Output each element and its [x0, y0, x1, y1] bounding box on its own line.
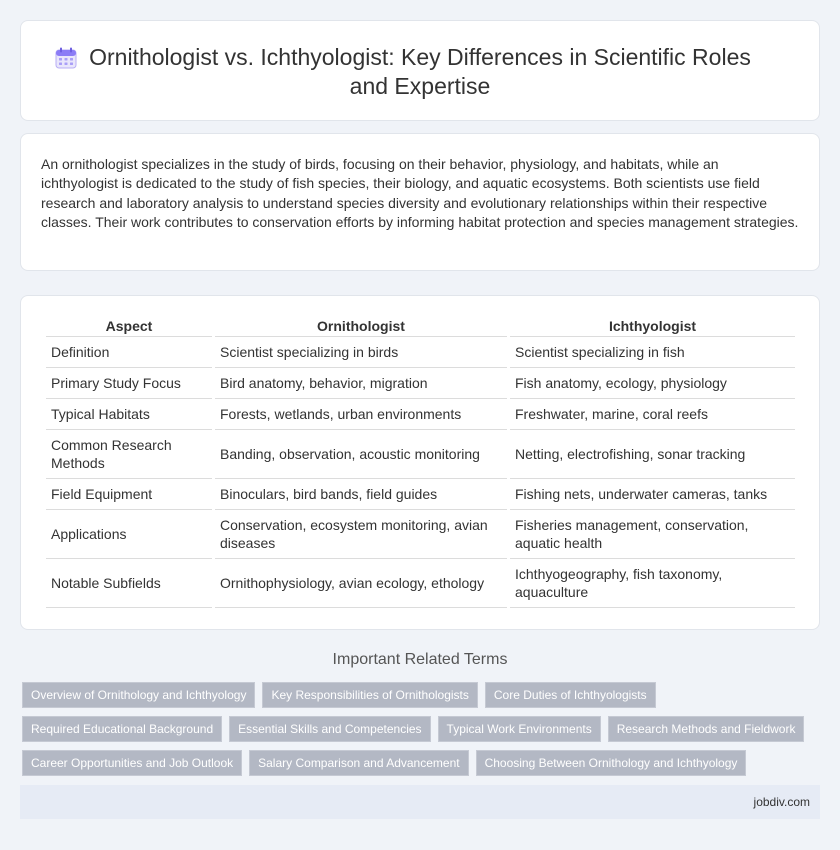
table-cell-ichthyologist: Fish anatomy, ecology, physiology [510, 368, 795, 399]
comparison-table [43, 314, 798, 608]
table-cell-aspect: Primary Study Focus [46, 368, 212, 399]
table-cell-aspect: Notable Subfields [46, 559, 212, 608]
table-cell-ichthyologist: Fishing nets, underwater cameras, tanks [510, 479, 795, 510]
table-cell-ornithologist: Binoculars, bird bands, field guides [215, 479, 507, 510]
table-cell-ornithologist: Bird anatomy, behavior, migration [215, 368, 507, 399]
page-title: Ornithologist vs. Ichthyologist: Key Differences in Scientific Roles and Expertise [89, 44, 751, 99]
table-cell-ornithologist: Forests, wetlands, urban environments [215, 399, 507, 430]
table-cell-ichthyologist: Fisheries management, conservation, aquatic health [510, 510, 795, 559]
related-term-tag[interactable]: Typical Work Environments [438, 716, 601, 742]
table-header-row [46, 314, 795, 337]
table-cell-ornithologist: Ornithophysiology, avian ecology, ethology [215, 559, 507, 608]
related-term-tag[interactable]: Core Duties of Ichthyologists [485, 682, 656, 708]
table-row [46, 368, 795, 399]
related-term-tag[interactable]: Choosing Between Ornithology and Ichthyology [476, 750, 747, 776]
table-cell-aspect: Typical Habitats [46, 399, 212, 430]
table-cell-aspect: Common Research Methods [46, 430, 212, 479]
table-cell-ichthyologist: Freshwater, marine, coral reefs [510, 399, 795, 430]
comparison-table-card [20, 295, 820, 630]
table-row [46, 337, 795, 368]
header-ornithologist: Ornithologist [215, 314, 507, 337]
intro-paragraph: An ornithologist specializes in the study of birds, focusing on their behavior, physiology, and habitats, while an ichthyologist is dedicated to the study of fish species, their biology, and aquatic ecosystems. Both scientists use field research and laboratory analysis to understand species diversity and evolutionary relationships within their respective classes. Their work contributes to conservation efforts by informing habitat protection and species management strategies. [41, 156, 799, 230]
footer-site-link[interactable]: jobdiv.com [753, 795, 810, 809]
related-term-tag[interactable]: Required Educational Background [22, 716, 222, 742]
table-row [46, 479, 795, 510]
table-cell-aspect: Field Equipment [46, 479, 212, 510]
related-term-tag[interactable]: Salary Comparison and Advancement [249, 750, 468, 776]
related-term-tag[interactable]: Research Methods and Fieldwork [608, 716, 805, 742]
table-cell-ichthyologist: Scientist specializing in fish [510, 337, 795, 368]
table-row [46, 510, 795, 559]
table-row [46, 559, 795, 608]
table-cell-ichthyologist: Ichthyogeography, fish taxonomy, aquaculture [510, 559, 795, 608]
footer [20, 785, 820, 819]
table-cell-aspect: Definition [46, 337, 212, 368]
related-term-tag[interactable]: Overview of Ornithology and Ichthyology [22, 682, 255, 708]
table-row [46, 430, 795, 479]
header-card [20, 20, 820, 121]
related-terms-title: Important Related Terms [332, 651, 508, 668]
tag-row [22, 750, 802, 776]
related-term-tag[interactable]: Essential Skills and Competencies [229, 716, 430, 742]
table-cell-ichthyologist: Netting, electrofishing, sonar tracking [510, 430, 795, 479]
header-aspect: Aspect [46, 314, 212, 337]
table-row [46, 399, 795, 430]
table-cell-aspect: Applications [46, 510, 212, 559]
table-cell-ornithologist: Conservation, ecosystem monitoring, avian diseases [215, 510, 507, 559]
table-cell-ornithologist: Banding, observation, acoustic monitoring [215, 430, 507, 479]
related-term-tag[interactable]: Career Opportunities and Job Outlook [22, 750, 242, 776]
related-term-tag[interactable]: Key Responsibilities of Ornithologists [262, 682, 477, 708]
table-cell-ornithologist: Scientist specializing in birds [215, 337, 507, 368]
tag-row [22, 682, 802, 708]
header-ichthyologist: Ichthyologist [510, 314, 795, 337]
related-terms-list [22, 682, 802, 784]
tag-row [22, 716, 802, 742]
intro-card [20, 133, 820, 271]
